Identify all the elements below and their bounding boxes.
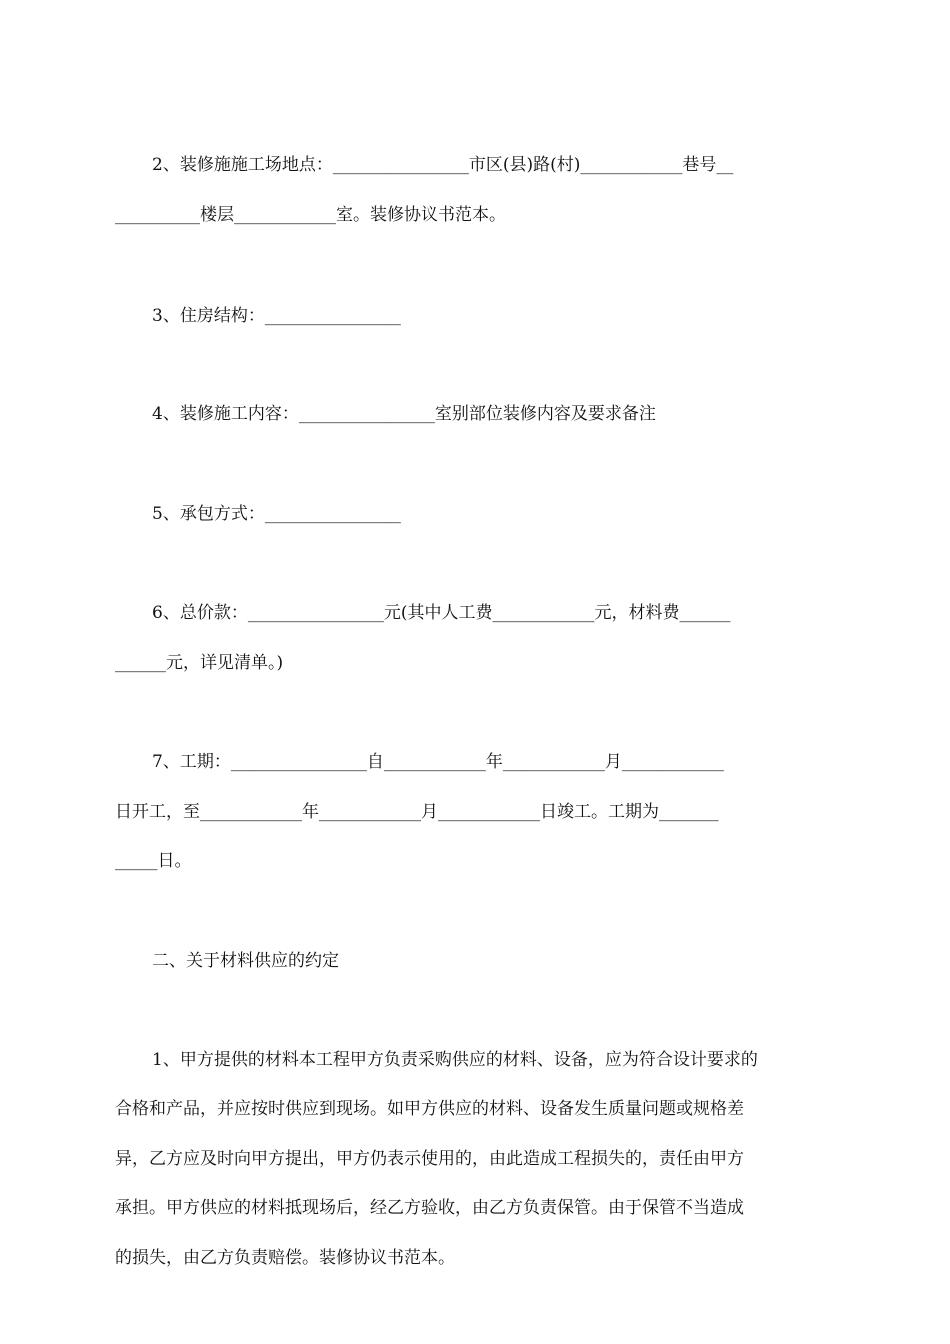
item-2-line-1: 2、装修施施工场地点：________________市区(县)路(村)____________巷号__	[152, 155, 734, 175]
item-5-line-1: 5、承包方式：________________	[152, 504, 401, 524]
item-6-line-1: 6、总价款：________________元(其中人工费____________元，材料费______	[152, 603, 731, 623]
clause-line-2: 合格和产品，并应按时供应到现场。如甲方供应的材料、设备发生质量问题或规格差	[115, 1099, 744, 1119]
item-7-line-3: _____日。	[115, 851, 192, 871]
clause-line-4: 承担。甲方供应的材料抵现场后，经乙方验收，由乙方负责保管。由于保管不当造成	[115, 1198, 744, 1218]
clause-line-5: 的损失，由乙方负责赔偿。装修协议书范本。	[115, 1248, 455, 1268]
clause-line-1: 1、甲方提供的材料本工程甲方负责采购供应的材料、设备，应为符合设计要求的	[152, 1050, 758, 1070]
item-7-line-2: 日开工，至____________年____________月____________日竣工。工期为_______	[115, 802, 719, 822]
item-3-line-1: 3、住房结构：________________	[152, 306, 401, 326]
item-6-line-2: ______元，详见清单。)	[115, 653, 284, 673]
item-7-line-1: 7、工期：________________自____________年____________月____________	[152, 752, 724, 772]
item-2-line-2: __________楼层____________室。装修协议书范本。	[115, 205, 506, 225]
section-heading: 二、关于材料供应的约定	[152, 951, 339, 971]
clause-line-3: 异，乙方应及时向甲方提出，甲方仍表示使用的，由此造成工程损失的，责任由甲方	[115, 1149, 744, 1169]
item-4-line-1: 4、装修施工内容：________________室别部位装修内容及要求备注	[152, 404, 656, 424]
